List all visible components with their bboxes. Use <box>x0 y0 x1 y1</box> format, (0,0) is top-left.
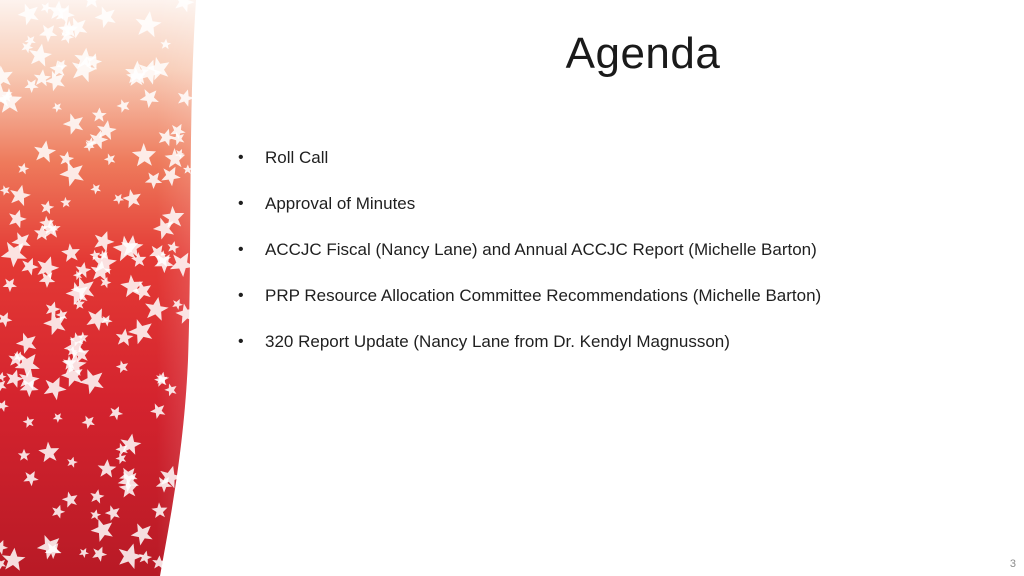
agenda-item-text: Roll Call <box>265 148 329 167</box>
agenda-item-approval-of-minutes <box>238 191 998 217</box>
bullet-icon: • <box>238 241 244 258</box>
agenda-item-roll-call <box>238 145 998 171</box>
agenda-item-prp-recommendations <box>238 283 998 309</box>
agenda-item-text: ACCJC Fiscal (Nancy Lane) and Annual ACCJC Report (Michelle Barton) <box>265 240 817 259</box>
slide-title: Agenda <box>565 29 721 78</box>
star-pattern-graphic <box>0 0 210 576</box>
agenda-item-320-report <box>238 329 998 355</box>
agenda-item-text: PRP Resource Allocation Committee Recommendations (Michelle Barton) <box>265 286 822 305</box>
bullet-icon: • <box>238 149 244 166</box>
bullet-icon: • <box>238 287 244 304</box>
agenda-item-text: Approval of Minutes <box>265 194 416 213</box>
page-number: 3 <box>1009 558 1016 570</box>
agenda-item-accjc-report <box>238 237 998 263</box>
bullet-icon: • <box>238 333 244 350</box>
agenda-item-text: 320 Report Update (Nancy Lane from Dr. Kendyl Magnusson) <box>265 332 730 351</box>
star-decoration-band <box>0 0 210 576</box>
bullet-icon: • <box>238 195 244 212</box>
agenda-list <box>238 145 998 375</box>
